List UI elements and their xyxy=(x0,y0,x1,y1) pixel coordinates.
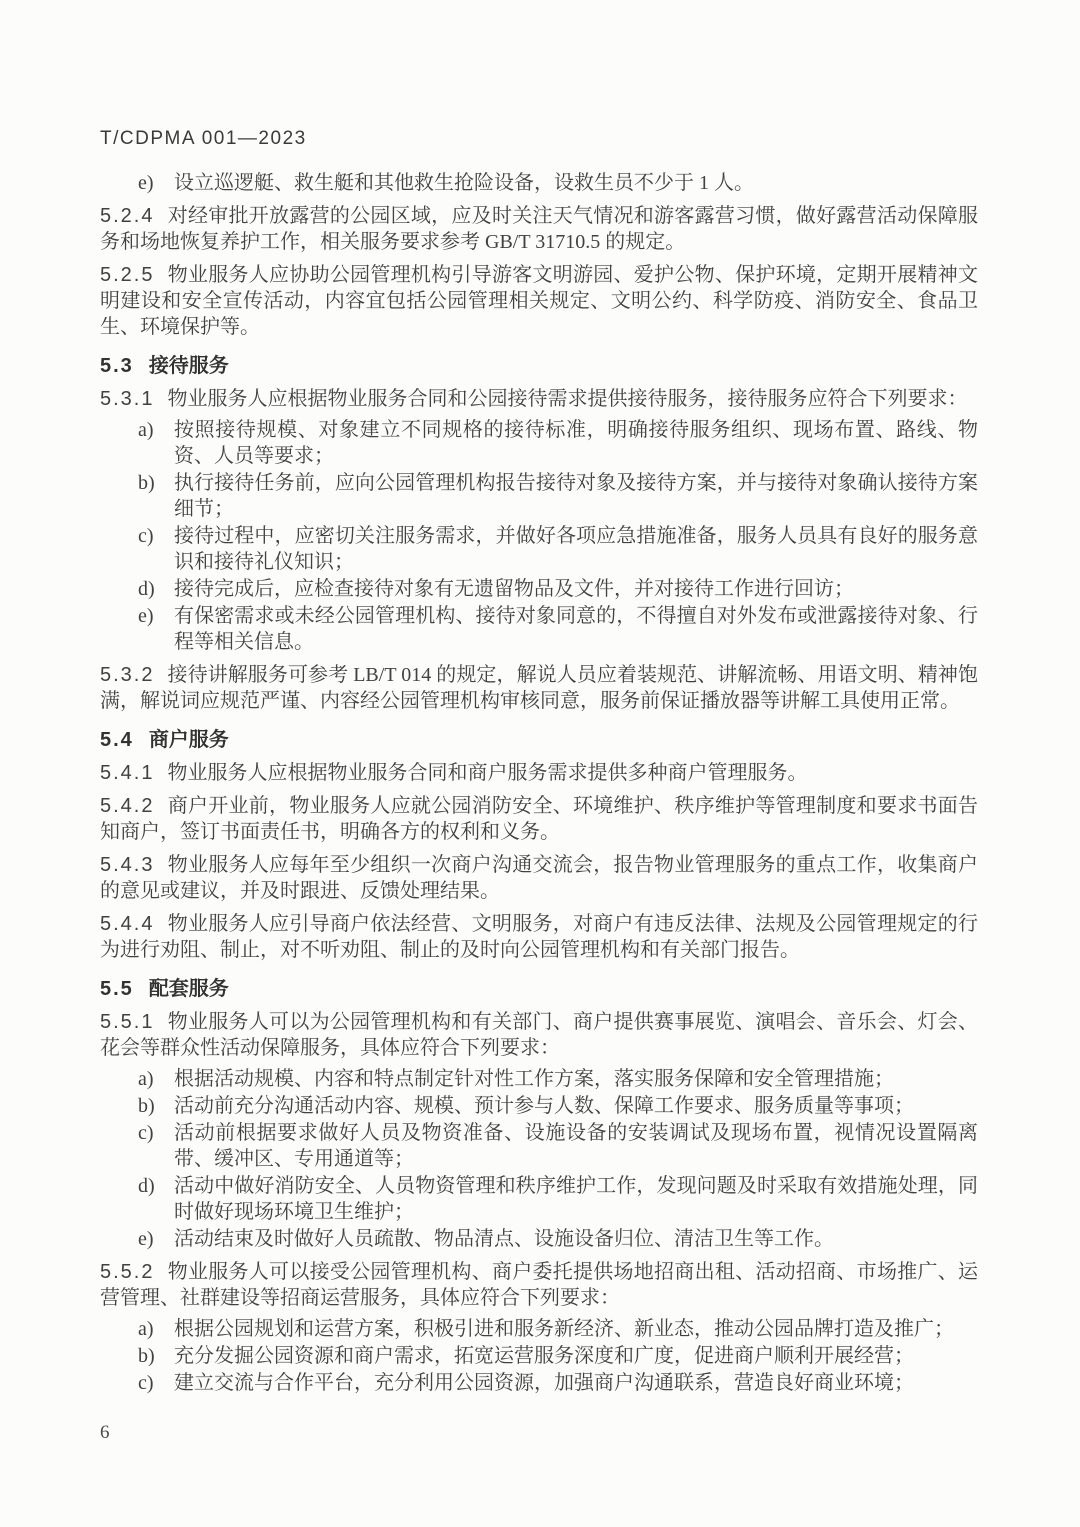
clause-text: 物业服务人应根据物业服务合同和商户服务需求提供多种商户管理服务。 xyxy=(167,762,808,784)
list-item-label: b) xyxy=(138,472,155,494)
list-item xyxy=(100,603,978,655)
list-item-e-lifeboats xyxy=(100,170,978,196)
list-item xyxy=(100,417,978,469)
clause-text: 接待讲解服务可参考 LB/T 014 的规定，解说人员应着装规范、讲解流畅、用语文明、精神饱满，解说词应规范严谨、内容经公园管理机构审核同意，服务前保证播放器等讲解工具使用正常。 xyxy=(100,664,978,712)
list-item-label: e) xyxy=(138,605,154,627)
list-item xyxy=(100,1316,978,1342)
section-heading-5-3 xyxy=(100,353,978,379)
list-item xyxy=(100,523,978,575)
heading-number: 5.4 xyxy=(100,729,134,751)
clause-5-5-2 xyxy=(100,1259,978,1311)
list-5-3-1 xyxy=(100,417,978,655)
list-item-text: 充分发掘公园资源和商户需求，拓宽运营服务深度和广度，促进商户顺利开展经营； xyxy=(174,1345,914,1367)
list-item-label: a) xyxy=(138,1318,154,1340)
list-item-text: 活动结束及时做好人员疏散、物品清点、设施设备归位、清洁卫生等工作。 xyxy=(174,1228,834,1250)
clause-5-4-4 xyxy=(100,911,978,963)
clause-text: 物业服务人可以接受公园管理机构、商户委托提供场地招商出租、活动招商、市场推广、运营管理、社群建设等招商运营服务，具体应符合下列要求： xyxy=(100,1261,978,1309)
clause-number: 5.5.2 xyxy=(100,1261,155,1283)
list-item xyxy=(100,1066,978,1092)
list-item-text: 根据公园规划和运营方案，积极引进和服务新经济、新业态，推动公园品牌打造及推广； xyxy=(174,1318,954,1340)
clause-5-4-3 xyxy=(100,852,978,904)
list-item xyxy=(100,1226,978,1252)
clause-number: 5.4.2 xyxy=(100,795,155,817)
clause-5-2-5 xyxy=(100,262,978,340)
clause-text: 物业服务人应每年至少组织一次商户沟通交流会，报告物业管理服务的重点工作，收集商户的意见或建议，并及时跟进、反馈处理结果。 xyxy=(100,854,978,902)
list-5-5-2 xyxy=(100,1316,978,1396)
heading-number: 5.3 xyxy=(100,355,134,377)
list-item-label: e) xyxy=(138,1228,154,1250)
clause-5-4-1 xyxy=(100,760,978,786)
clause-number: 5.3.1 xyxy=(100,388,155,410)
list-item-text: 活动中做好消防安全、人员物资管理和秩序维护工作，发现问题及时采取有效措施处理，同时做好现场环境卫生维护； xyxy=(174,1175,978,1223)
clause-number: 5.2.4 xyxy=(100,205,155,227)
list-item-label: e) xyxy=(138,172,154,194)
clause-number: 5.4.3 xyxy=(100,854,155,876)
clause-5-3-2 xyxy=(100,662,978,714)
list-item xyxy=(100,1370,978,1396)
list-item-text: 根据活动规模、内容和特点制定针对性工作方案，落实服务保障和安全管理措施； xyxy=(174,1068,894,1090)
list-item-label: c) xyxy=(138,1372,154,1394)
list-item xyxy=(100,1093,978,1119)
page-header-code: T/CDPMA 001—2023 xyxy=(100,128,307,149)
list-item-text: 有保密需求或未经公园管理机构、接待对象同意的，不得擅自对外发布或泄露接待对象、行程等相关信息。 xyxy=(174,605,978,653)
list-item xyxy=(100,1173,978,1225)
list-item-text: 接待过程中，应密切关注服务需求，并做好各项应急措施准备，服务人员具有良好的服务意识和接待礼仪知识； xyxy=(174,525,978,573)
clause-5-5-1 xyxy=(100,1009,978,1061)
list-item-text: 建立交流与合作平台，充分利用公园资源，加强商户沟通联系，营造良好商业环境； xyxy=(174,1372,914,1394)
clause-number: 5.4.1 xyxy=(100,762,155,784)
list-item-text: 设立巡逻艇、救生艇和其他救生抢险设备，设救生员不少于 1 人。 xyxy=(174,172,754,194)
heading-number: 5.5 xyxy=(100,978,134,1000)
clause-number: 5.2.5 xyxy=(100,264,155,286)
list-item-text: 执行接待任务前，应向公园管理机构报告接待对象及接待方案，并与接待对象确认接待方案细节； xyxy=(174,472,978,520)
clause-number: 5.4.4 xyxy=(100,913,155,935)
clause-5-2-4 xyxy=(100,203,978,255)
list-item-label: a) xyxy=(138,1068,154,1090)
clause-text: 对经审批开放露营的公园区域，应及时关注天气情况和游客露营习惯，做好露营活动保障服务和场地恢复养护工作，相关服务要求参考 GB/T 31710.5 的规定。 xyxy=(100,205,978,253)
clause-text: 物业服务人可以为公园管理机构和有关部门、商户提供赛事展览、演唱会、音乐会、灯会、花会等群众性活动保障服务，具体应符合下列要求： xyxy=(100,1011,978,1059)
list-item-label: d) xyxy=(138,1175,155,1197)
section-heading-5-5 xyxy=(100,976,978,1002)
list-5-5-1 xyxy=(100,1066,978,1252)
list-item xyxy=(100,470,978,522)
heading-title: 商户服务 xyxy=(148,729,229,751)
list-item-text: 活动前根据要求做好人员及物资准备、设施设备的安装调试及现场布置，视情况设置隔离带、缓冲区、专用通道等； xyxy=(174,1122,978,1170)
clause-text: 物业服务人应根据物业服务合同和公园接待需求提供接待服务，接待服务应符合下列要求： xyxy=(167,388,968,410)
clause-5-4-2 xyxy=(100,793,978,845)
list-item-label: c) xyxy=(138,1122,154,1144)
list-item-label: d) xyxy=(138,578,155,600)
document-body xyxy=(100,170,978,1446)
clause-text: 物业服务人应引导商户依法经营、文明服务，对商户有违反法律、法规及公园管理规定的行为进行劝阻、制止，对不听劝阻、制止的及时向公园管理机构和有关部门报告。 xyxy=(100,913,978,961)
list-item-text: 活动前充分沟通活动内容、规模、预计参与人数、保障工作要求、服务质量等事项； xyxy=(174,1095,914,1117)
list-item-label: c) xyxy=(138,525,154,547)
list-item-label: b) xyxy=(138,1095,155,1117)
clause-text: 商户开业前，物业服务人应就公园消防安全、环境维护、秩序维护等管理制度和要求书面告知商户，签订书面责任书，明确各方的权利和义务。 xyxy=(100,795,978,843)
list-item-label: b) xyxy=(138,1345,155,1367)
page-number: 6 xyxy=(100,1422,110,1443)
list-item xyxy=(100,1343,978,1369)
clause-number: 5.5.1 xyxy=(100,1011,155,1033)
section-heading-5-4 xyxy=(100,727,978,753)
list-item-text: 按照接待规模、对象建立不同规格的接待标准，明确接待服务组织、现场布置、路线、物资、人员等要求； xyxy=(174,419,978,467)
clause-number: 5.3.2 xyxy=(100,664,155,686)
heading-title: 配套服务 xyxy=(148,978,229,1000)
clause-5-3-1 xyxy=(100,386,978,412)
list-item-label: a) xyxy=(138,419,154,441)
list-item xyxy=(100,1120,978,1172)
list-item xyxy=(100,576,978,602)
list-item-text: 接待完成后，应检查接待对象有无遗留物品及文件，并对接待工作进行回访； xyxy=(174,578,854,600)
clause-text: 物业服务人应协助公园管理机构引导游客文明游园、爱护公物、保护环境，定期开展精神文明建设和安全宣传活动，内容宜包括公园管理相关规定、文明公约、科学防疫、消防安全、食品卫生、环境保护等。 xyxy=(100,264,978,338)
heading-title: 接待服务 xyxy=(148,355,229,377)
